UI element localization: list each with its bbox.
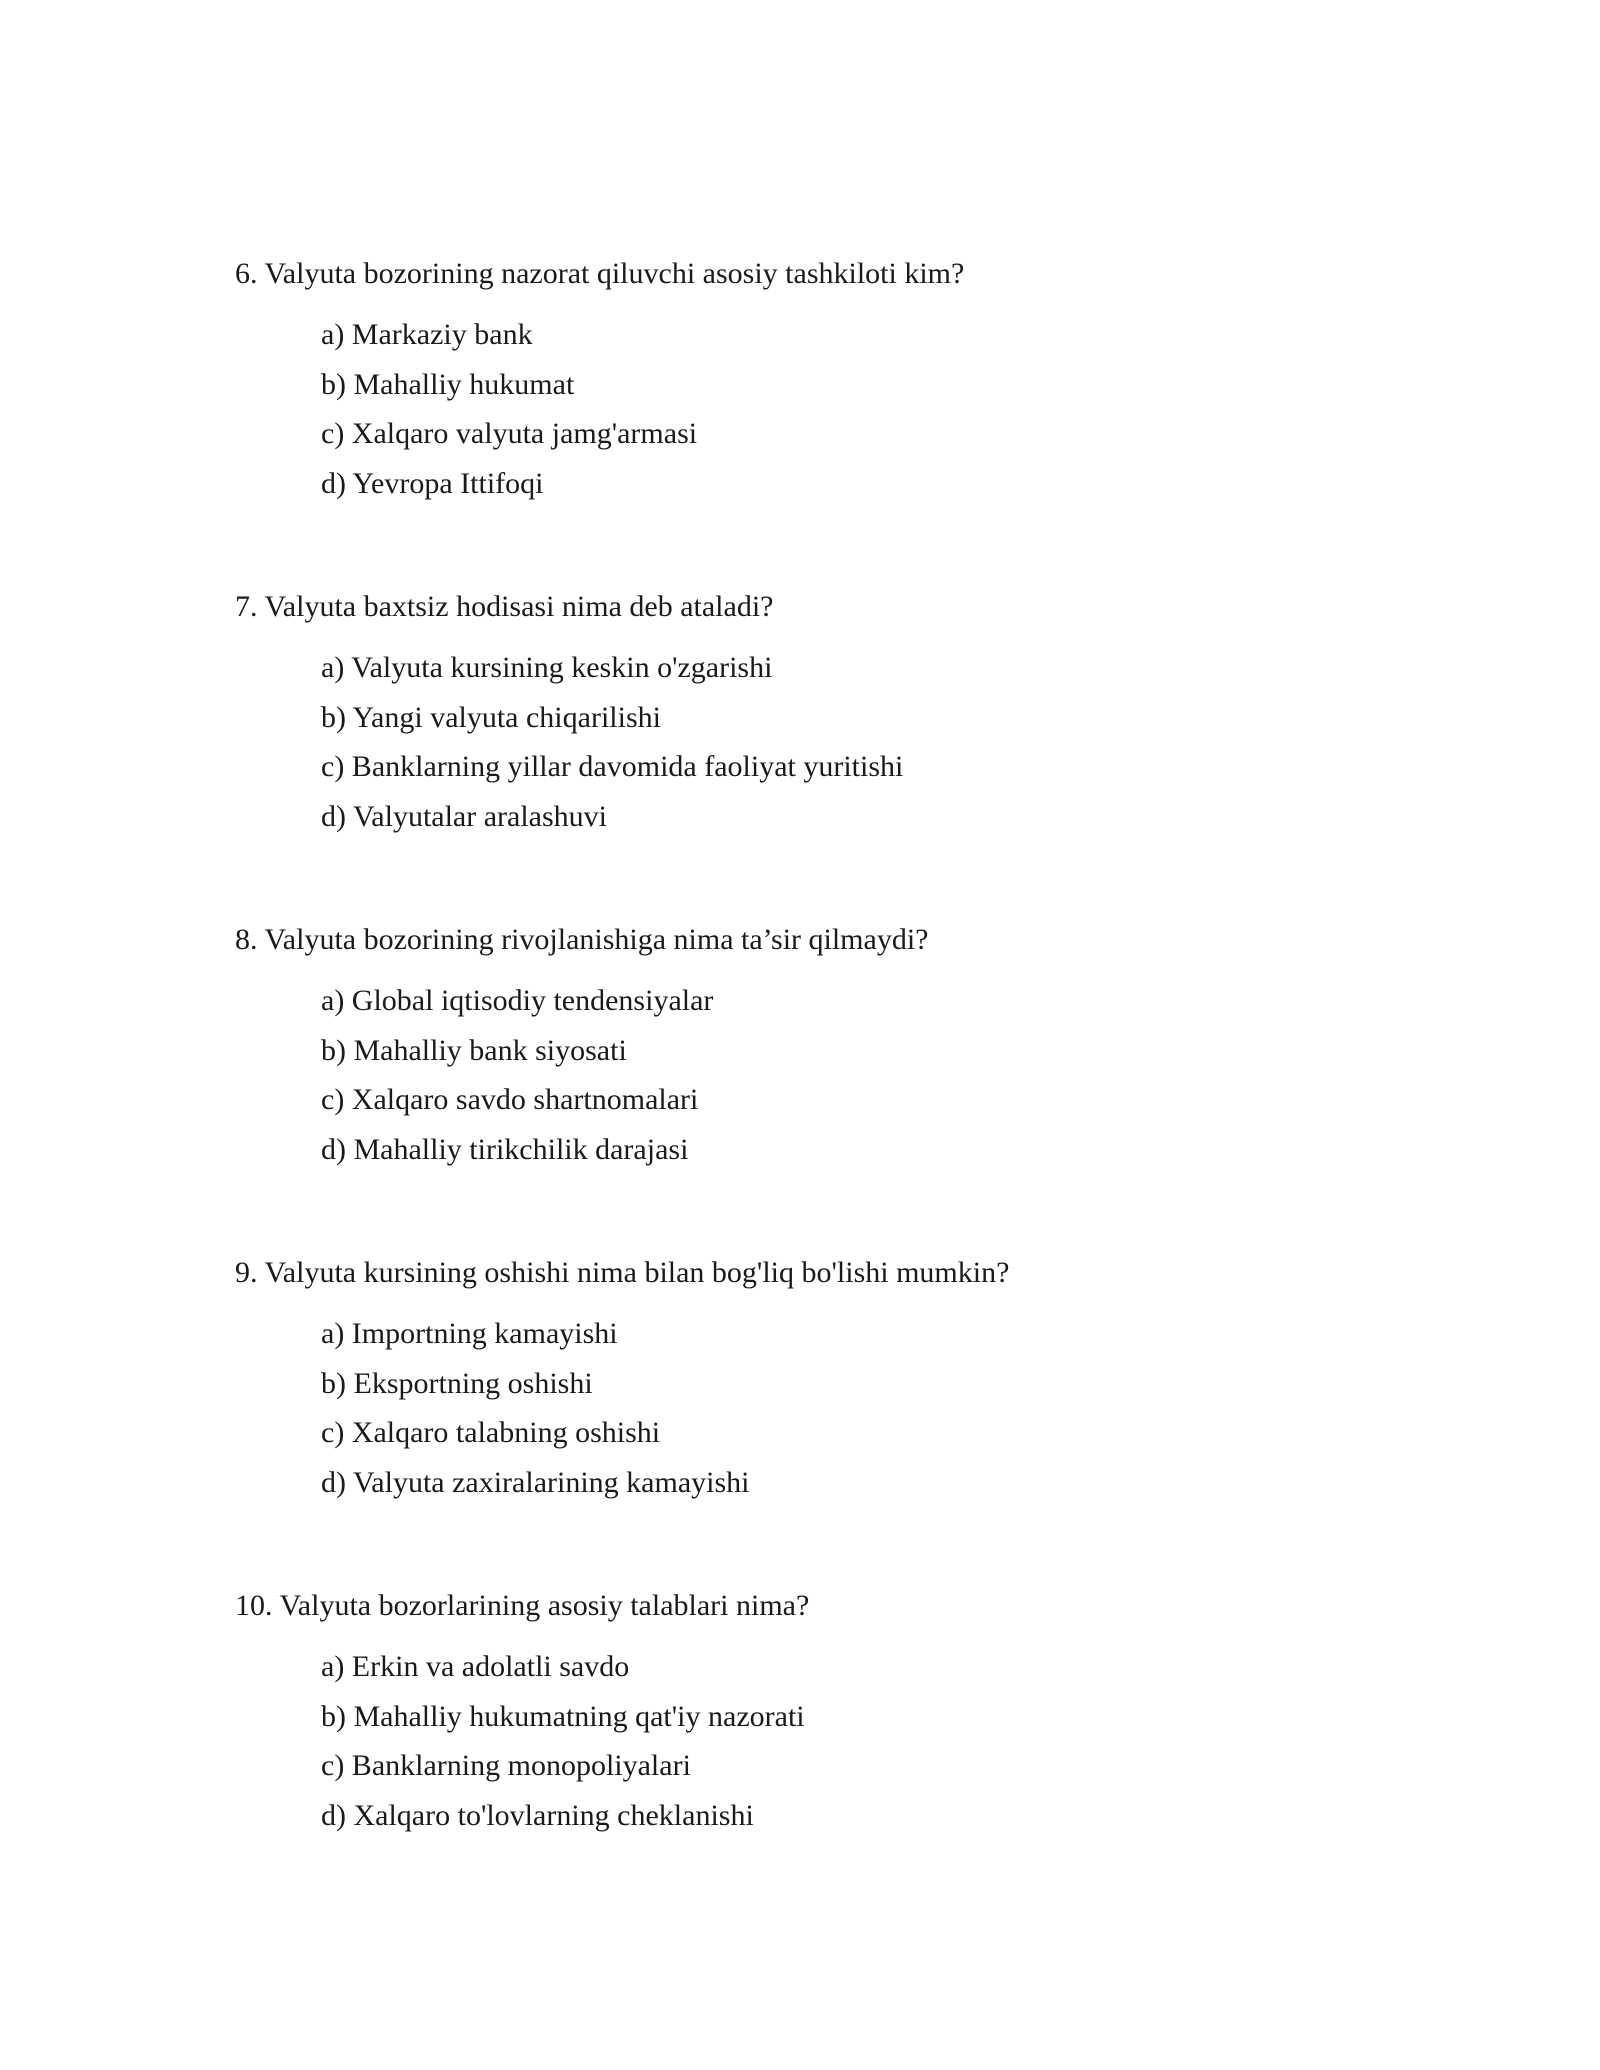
answer-option-d: d) Valyutalar aralashuvi: [321, 799, 608, 833]
answer-option-a: a) Importning kamayishi: [321, 1317, 618, 1350]
question-10: [235, 1586, 1435, 1840]
answer-option-b: b) Mahalliy hukumatning qat'iy nazorati: [321, 1699, 805, 1733]
answer-option-c: c) Xalqaro valyuta jamg'armasi: [321, 417, 698, 450]
answer-option-d: d) Yevropa Ittifoqi: [321, 466, 544, 500]
answer-option-b: b) Mahalliy hukumat: [321, 367, 575, 401]
answer-option-a: a) Markaziy bank: [321, 318, 533, 351]
answer-option-a: a) Global iqtisodiy tendensiyalar: [321, 984, 714, 1017]
answer-option-c: c) Xalqaro talabning oshishi: [321, 1416, 661, 1449]
answer-options: [235, 976, 1435, 1174]
answer-options: [235, 310, 1435, 508]
answer-options: [235, 1642, 1435, 1840]
quiz-list: [235, 254, 1435, 1919]
question-text: 7. Valyuta baxtsiz hodisasi nima deb ataladi?: [235, 590, 774, 623]
answer-options: [235, 643, 1435, 841]
question-text: 10. Valyuta bozorlarining asosiy talablari nima?: [235, 1589, 810, 1622]
answer-options: [235, 1309, 1435, 1507]
answer-option-b: b) Eksportning oshishi: [321, 1366, 593, 1400]
answer-option-d: d) Mahalliy tirikchilik darajasi: [321, 1132, 689, 1166]
answer-option-a: a) Valyuta kursining keskin o'zgarishi: [321, 651, 773, 684]
question-6: [235, 254, 1435, 508]
answer-option-c: c) Xalqaro savdo shartnomalari: [321, 1083, 699, 1116]
question-7: [235, 587, 1435, 841]
answer-option-a: a) Erkin va adolatli savdo: [321, 1650, 630, 1683]
answer-option-b: b) Mahalliy bank siyosati: [321, 1033, 627, 1067]
answer-option-d: d) Valyuta zaxiralarining kamayishi: [321, 1465, 750, 1499]
answer-option-b: b) Yangi valyuta chiqarilishi: [321, 700, 661, 734]
question-text: 6. Valyuta bozorining nazorat qiluvchi asosiy tashkiloti kim?: [235, 257, 965, 290]
question-text: 9. Valyuta kursining oshishi nima bilan bog'liq bo'lishi mumkin?: [235, 1256, 1010, 1289]
question-9: [235, 1253, 1435, 1507]
question-8: [235, 920, 1435, 1174]
question-text: 8. Valyuta bozorining rivojlanishiga nima ta’sir qilmaydi?: [235, 923, 929, 956]
answer-option-d: d) Xalqaro to'lovlarning cheklanishi: [321, 1798, 754, 1832]
answer-option-c: c) Banklarning yillar davomida faoliyat yuritishi: [321, 750, 904, 783]
answer-option-c: c) Banklarning monopoliyalari: [321, 1749, 691, 1782]
